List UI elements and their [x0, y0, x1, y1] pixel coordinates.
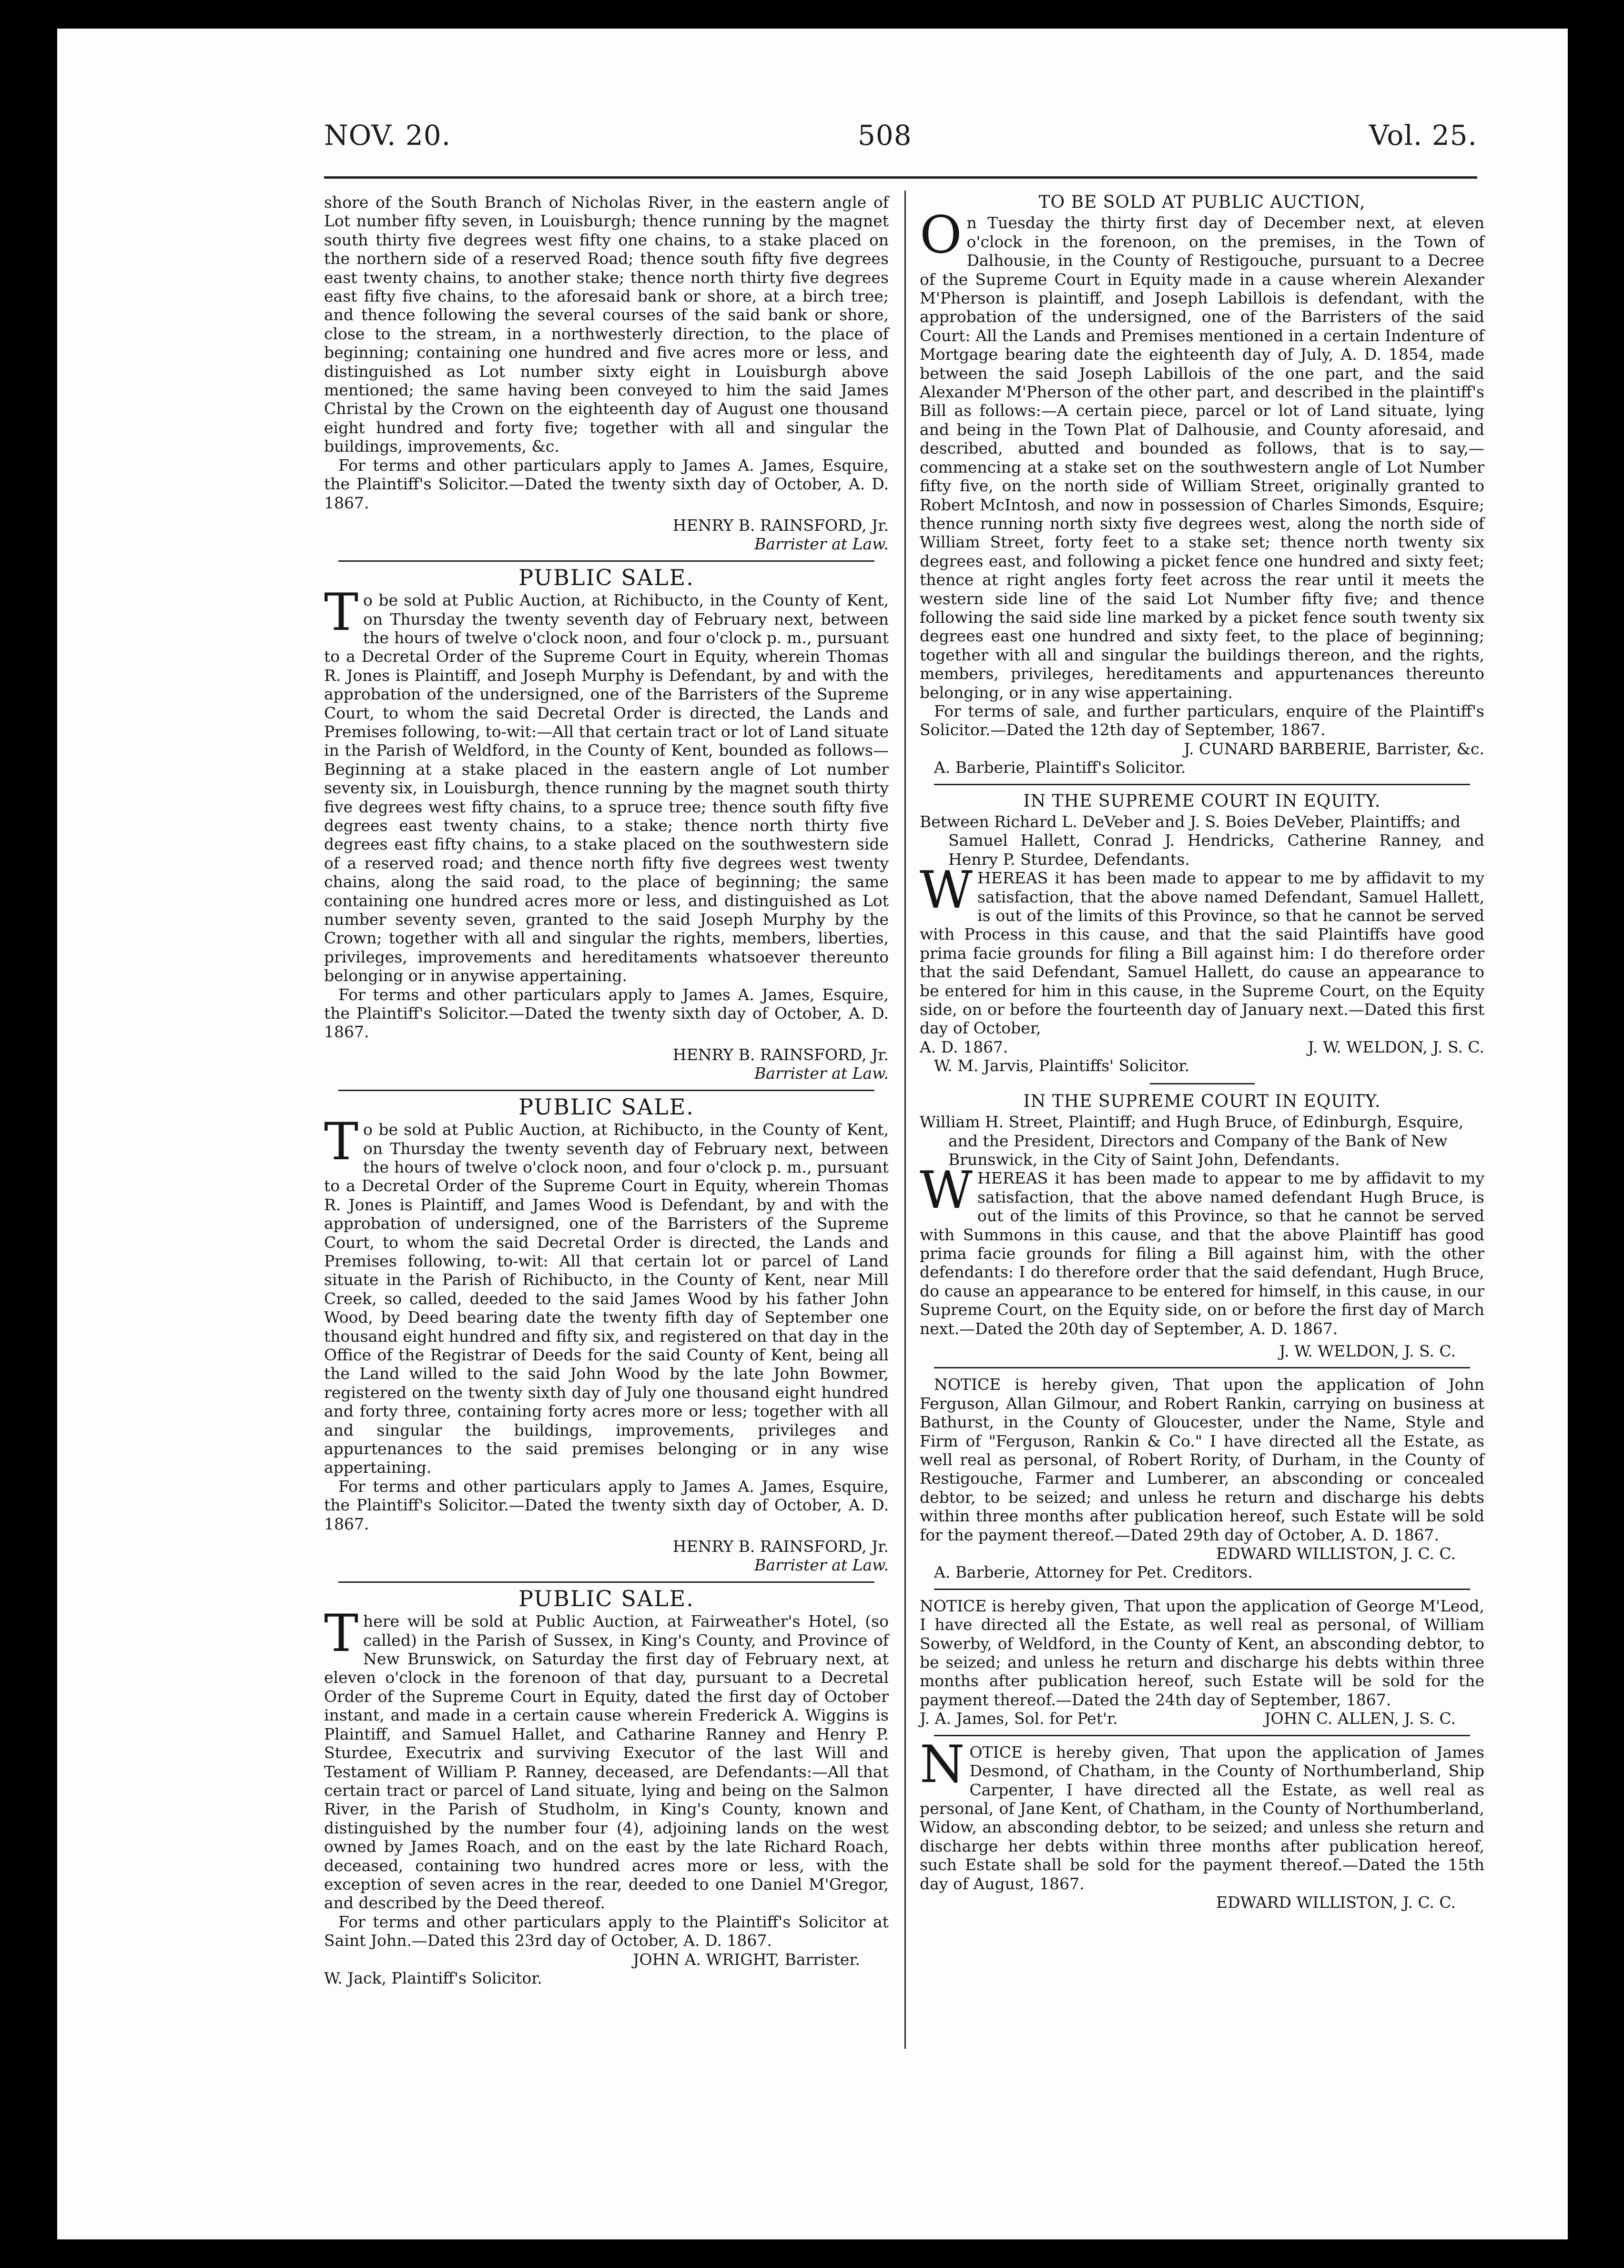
notice-body: OTICE is hereby given, That upon the application of James Desmond, of Chatham, in the County of Northumberland, Ship Carpenter, I have directed all the Estate, as well real as personal, of Jane Kent, of Chatham, in the County of Northumberland, Widow, an absconding debtor, to be seized; and unless she return and discharge her debts within three months after publication hereof, such Estate shall be sold for the payment thereof.—Dated the 15th day of August, 1867. — [920, 1742, 1484, 1893]
sale-heading: PUBLIC SALE. — [518, 1094, 694, 1120]
notice-body: shore of the South Branch of Nicholas River, in the eastern angle of Lot number fifty seven, in Louisburgh; thence running by the magnet south thirty five degrees west fifty one chains, to a stake placed on the northern side of a reserved Road; thence south fifty five degrees east twenty chains, to another stake; thence north thirty five degrees east fifty five chains, to the aforesaid bank or shore, at a birch tree; and thence following the several courses of the said bank or shore, close to the stream, in a northwesterly direction, to the place of beginning; containing one hundred and five acres more or less, and distinguished as Lot number sixty eight in Louisburgh above mentioned; the same having been conveyed to him the said James Christal by the Crown on the eighteenth day of August one thousand eight hundred and forty five; together with all and singular the buildings, improvements, &c. — [324, 193, 889, 456]
notice-body: NOTICE is hereby given, That upon the application of John Ferguson, Allan Gilmour, and Robert Rankin, carrying on business at Bathurst, in the County of Gloucester, under the Name, Style and Firm of "Ferguson, Rankin & Co." I have directed all the Estate, as well real as personal, of Robert Rority, of Durham, in the County of Restigouche, Farmer and Lumberer, an absconding or concealed debtor, to be seized; and unless he return and discharge his debts within three months after publication hereof, such Estate will be sold for the payment thereof.—Dated 29th day of October, A. D. 1867. — [920, 1375, 1484, 1544]
equity-notice-2 — [920, 1092, 1484, 1361]
section-rule — [934, 784, 1470, 785]
newspaper-page — [57, 29, 1568, 2239]
signature-name: HENRY B. RAINSFORD, Jr. — [672, 516, 889, 535]
public-sale-1 — [324, 564, 889, 1083]
left-column — [324, 193, 889, 1987]
signature-name: J. CUNARD BARBERIE, Barrister, &c. — [1184, 739, 1484, 758]
sale-terms: For terms and other particulars apply to the Plaintiff's Solicitor at Saint John.—Dated this 23rd day of October, A. D. 1867. — [324, 1912, 889, 1950]
volume-label: Vol. 25. — [1369, 119, 1477, 152]
continued-notice — [324, 193, 889, 554]
equity-body: HEREAS it has been made to appear to me by affidavit to my satisfaction, that the above named defendant Hugh Bruce, is out of the limits of this Province, so that he cannot be served with Summons in this cause, and that the above Plaintiff has good prima facie grounds for filing a Bill against him, with the other defendants: I do therefore order that the said defendant, Hugh Bruce, do cause an appearance to be entered for himself, in this cause, in our Supreme Court, on the Equity side, on or before the first day of March next.—Dated the 20th day of September, A. D. 1867. — [920, 1169, 1484, 1338]
judge-signature: J. W. WELDON, J. S. C. — [1308, 1037, 1484, 1056]
date-line: A. D. 1867. — [920, 1037, 1008, 1056]
public-auction — [920, 193, 1484, 777]
dropcap: N — [920, 1734, 965, 1794]
equity-body: HEREAS it has been made to appear to me by affidavit to my satisfaction, that the above named Defendant, Samuel Hallett, is out of the limits of this Province, so that he cannot be served with Process in this cause, and that the said Plaintiffs have good prima facie grounds for filing a Bill against him: I do therefore order that the said Defendant, Samuel Hallett, do cause an appearance to be entered for him in this cause, in the Supreme Court, on the Equity side, on or before the fourteenth day of January next.—Dated this first day of October, — [920, 869, 1484, 1038]
signature-name: HENRY B. RAINSFORD, Jr. — [672, 1537, 889, 1556]
header-date: NOV. 20. — [324, 119, 451, 152]
sale-terms: For terms and other particulars apply to James A. James, Esquire, the Plaintiff's Solicitor.—Dated the twenty sixth day of October, A. D. 1867. — [324, 985, 889, 1042]
solicitor-line: A. Barberie, Plaintiff's Solicitor. — [934, 758, 1186, 777]
attorney-line: A. Barberie, Attorney for Pet. Creditors. — [934, 1563, 1253, 1582]
right-column — [920, 193, 1484, 1912]
equity-heading: IN THE SUPREME COURT IN EQUITY. — [1023, 1091, 1381, 1111]
notice-ferguson — [920, 1375, 1484, 1581]
dropcap: T — [324, 1604, 359, 1664]
section-rule — [338, 1581, 874, 1583]
header-rule — [324, 176, 1477, 179]
sale-heading: PUBLIC SALE. — [518, 1585, 694, 1611]
column-divider — [904, 191, 906, 2049]
sale-body: here will be sold at Public Auction, at Fairweather's Hotel, (so called) in the Parish of Sussex, in King's County, and Province of New Brunswick, on Saturday the first day of February next, at eleven o'clock in the forenoon of that day, pursuant to a Decretal Order of the Supreme Court in Equity, dated the first day of October instant, and made in a certain cause wherein Frederick A. Wiggins is Plaintiff, and Samuel Hallet, and Catharine Ranney and Henry P. Sturdee, Executrix and surviving Executor of the last Will and Testament of William P. Ranney, deceased, are Defendants:—All that certain tract or parcel of Land situate, lying and being on the Salmon River, in the Parish of Studholm, in King's County, known and distinguished by the number four (4), adjoining lands on the west owned by James Roach, and on the east by the late Richard Roach, deceased, containing two hundred acres more or less, with the exception of seven acres in the rear, deeded to one Daniel M'Gregor, and described by the Deed thereof. — [324, 1612, 889, 1913]
section-rule — [934, 1589, 1470, 1590]
equity-notice-1 — [920, 792, 1484, 1075]
judge-signature: EDWARD WILLISTON, J. C. C. — [1216, 1544, 1456, 1563]
dropcap: O — [920, 205, 962, 265]
sale-body: o be sold at Public Auction, at Richibucto, in the County of Kent, on Thursday the twenty seventh day of February next, between the hours of twelve o'clock noon, and four o'clock p. m., pursuant to a Decretal Order of the Supreme Court in Equity, wherein Thomas R. Jones is Plaintiff, and Joseph Murphy is Defendant, by and with the approbation of the undersigned, one of the Barristers of the Supreme Court, to whom the said Decretal Order is directed, the Lands and Premises following, to-wit:—All that certain tract or lot of Land situate in the Parish of Weldford, in the County of Kent, bounded as follows—Beginning at a stake placed in the eastern angle of Lot number seventy six, in Louisburgh, thence running by the magnet south thirty five degrees west fifty chains, to a spruce tree; thence south fifty five degrees east twenty chains, to a stake; thence north thirty five degrees east fifty chains, to a stake placed on the southwestern side of a reserved road; and thence north fifty five degrees west twenty chains, along the said road, to the place of beginning; the same containing one hundred acres more or less, and distinguished as Lot number seventy seven, granted to the said Joseph Murphy by the Crown; together with all and singular the rights, members, liberties, privileges, improvements and hereditaments whatsoever thereunto belonging or in anywise appertaining. — [324, 591, 889, 985]
page-number: 508 — [858, 119, 912, 152]
page-header — [324, 119, 1477, 176]
notice-mcleod — [920, 1597, 1484, 1728]
solicitor-line: W. M. Jarvis, Plaintiffs' Solicitor. — [934, 1056, 1190, 1075]
auction-terms: For terms of sale, and further particulars, enquire of the Plaintiff's Solicitor.—Dated the 12th day of September, 1867. — [920, 701, 1484, 739]
section-rule — [338, 560, 874, 562]
signature-title: Barrister at Law. — [754, 1556, 889, 1575]
notice-terms: For terms and other particulars apply to James A. James, Esquire, the Plaintiff's Solicitor.—Dated the twenty sixth day of October, A. D. 1867. — [324, 456, 889, 512]
parties-defendants: Samuel Hallett, Conrad J. Hendricks, Catherine Ranney, and Henry P. Sturdee, Defendants. — [948, 831, 1484, 869]
public-sale-3 — [324, 1585, 889, 1988]
signature-title: Barrister at Law. — [754, 535, 889, 554]
judge-signature: J. W. WELDON, J. S. C. — [1279, 1341, 1456, 1360]
notice-desmond — [920, 1734, 1484, 1912]
judge-signature: EDWARD WILLISTON, J. C. C. — [1216, 1893, 1456, 1912]
sale-heading: PUBLIC SALE. — [518, 564, 694, 590]
solicitor-line: W. Jack, Plaintiff's Solicitor. — [324, 1968, 542, 1987]
equity-heading: IN THE SUPREME COURT IN EQUITY. — [1023, 791, 1381, 811]
auction-heading: TO BE SOLD AT PUBLIC AUCTION, — [1038, 192, 1366, 212]
section-rule — [338, 1090, 874, 1091]
parties-line: William H. Street, Plaintiff; and Hugh Bruce, of Edinburgh, Esquire, and the President, Directors and Company of the Bank of New Brunswick, in the City of Saint John, Defendants. — [920, 1113, 1464, 1169]
dropcap: T — [324, 1112, 359, 1172]
signature-title: Barrister at Law. — [754, 1064, 889, 1083]
signature-name: JOHN A. WRIGHT, Barrister. — [633, 1950, 860, 1969]
auction-body: n Tuesday the thirty first day of December next, at eleven o'clock in the forenoon, on the premises, in the Town of Dalhousie, in the County of Restigouche, pursuant to a Decree of the Supreme Court in Equity made in a cause wherein Alexander M'Pherson is plaintiff, and Joseph Labillois is defendant, with the approbation of the undersigned, one of the Barristers of the said Court: All the Lands and Premises mentioned in a certain Indenture of Mortgage bearing date the eighteenth day of July, A. D. 1854, made between the said Joseph Labillois of the one part, and the said Alexander M'Pherson of the other part, and described in the plaintiff's Bill as follows:—A certain piece, parcel or lot of Land situate, lying and being in the Town Plat of Dalhousie, and County aforesaid, and described, abutted and bounded as follows, that is to say,—commencing at a stake set on the southwestern angle of Lot Number fifty five, on the north side of William Street, originally granted to Robert McIntosh, and now in possession of Charles Simonds, Esquire; thence running north sixty five degrees west, along the north side of William Street, forty feet to a stake set; thence north twenty six degrees east, and following a picket fence one hundred and sixty feet; thence at right angles forty feet across the rear until it meets the western side line of the said Lot Number fifty five; and thence following the said side line marked by a picket fence south twenty six degrees east one hundred and sixty feet, to the place of beginning; together with all and singular the buildings thereon, and the rights, members, privileges, hereditaments and appurtenances thereunto belonging, or in any wise appertaining. — [920, 213, 1484, 702]
judge-signature: JOHN C. ALLEN, J. S. C. — [1264, 1709, 1456, 1728]
dropcap: T — [324, 583, 359, 643]
dropcap: W — [920, 1161, 973, 1221]
sol-line: J. A. James, Sol. for Pet'r. — [920, 1709, 1118, 1728]
public-sale-2 — [324, 1094, 889, 1575]
dropcap: W — [920, 861, 973, 921]
notice-body: NOTICE is hereby given, That upon the application of George M'Leod, I have directed all the Estate, as well real as personal, of William Sowerby, of Weldford, in the County of Kent, an absconding debtor, to be seized; and unless he return and discharge his debts within three months after publication hereof, such Estate will be sold for the payment thereof.—Dated the 24th day of September, 1867. — [920, 1596, 1484, 1709]
section-rule — [934, 1735, 1470, 1736]
signature-name: HENRY B. RAINSFORD, Jr. — [672, 1045, 889, 1064]
parties-plaintiffs: Between Richard L. DeVeber and J. S. Boies DeVeber, Plaintiffs; and — [920, 812, 1461, 831]
section-rule — [1150, 1083, 1255, 1084]
section-rule — [934, 1367, 1470, 1368]
sale-terms: For terms and other particulars apply to James A. James, Esquire, the Plaintiff's Solicitor.—Dated the twenty sixth day of October, A. D. 1867. — [324, 1477, 889, 1533]
sale-body: o be sold at Public Auction, at Richibucto, in the County of Kent, on Thursday the twenty seventh day of February next, between the hours of twelve o'clock noon, and four o'clock p. m., pursuant to a Decretal Order of the Supreme Court in Equity, wherein Thomas R. Jones is Plaintiff, and James Wood is Defendant, by and with the approbation of undersigned, one of the Barristers of the Supreme Court, to whom the said Decretal Order is directed, the Lands and Premises following, to-wit: All that certain lot or parcel of Land situate in the Parish of Richibucto, in the County of Kent, near Mill Creek, so called, deeded to the said James Wood by his father John Wood, by Deed bearing date the twenty fifth day of September one thousand eight hundred and fifty six, and registered on that day in the Office of the Registrar of Deeds for the said County of Kent, being all the Land willed to the said John Wood by the late John Bowmer, registered on the twenty sixth day of July one thousand eight hundred and forty three, containing forty acres more or less; together with all and singular the buildings, improvements, privileges and appurtenances to the said premises belonging or in any wise appertaining. — [324, 1120, 889, 1477]
